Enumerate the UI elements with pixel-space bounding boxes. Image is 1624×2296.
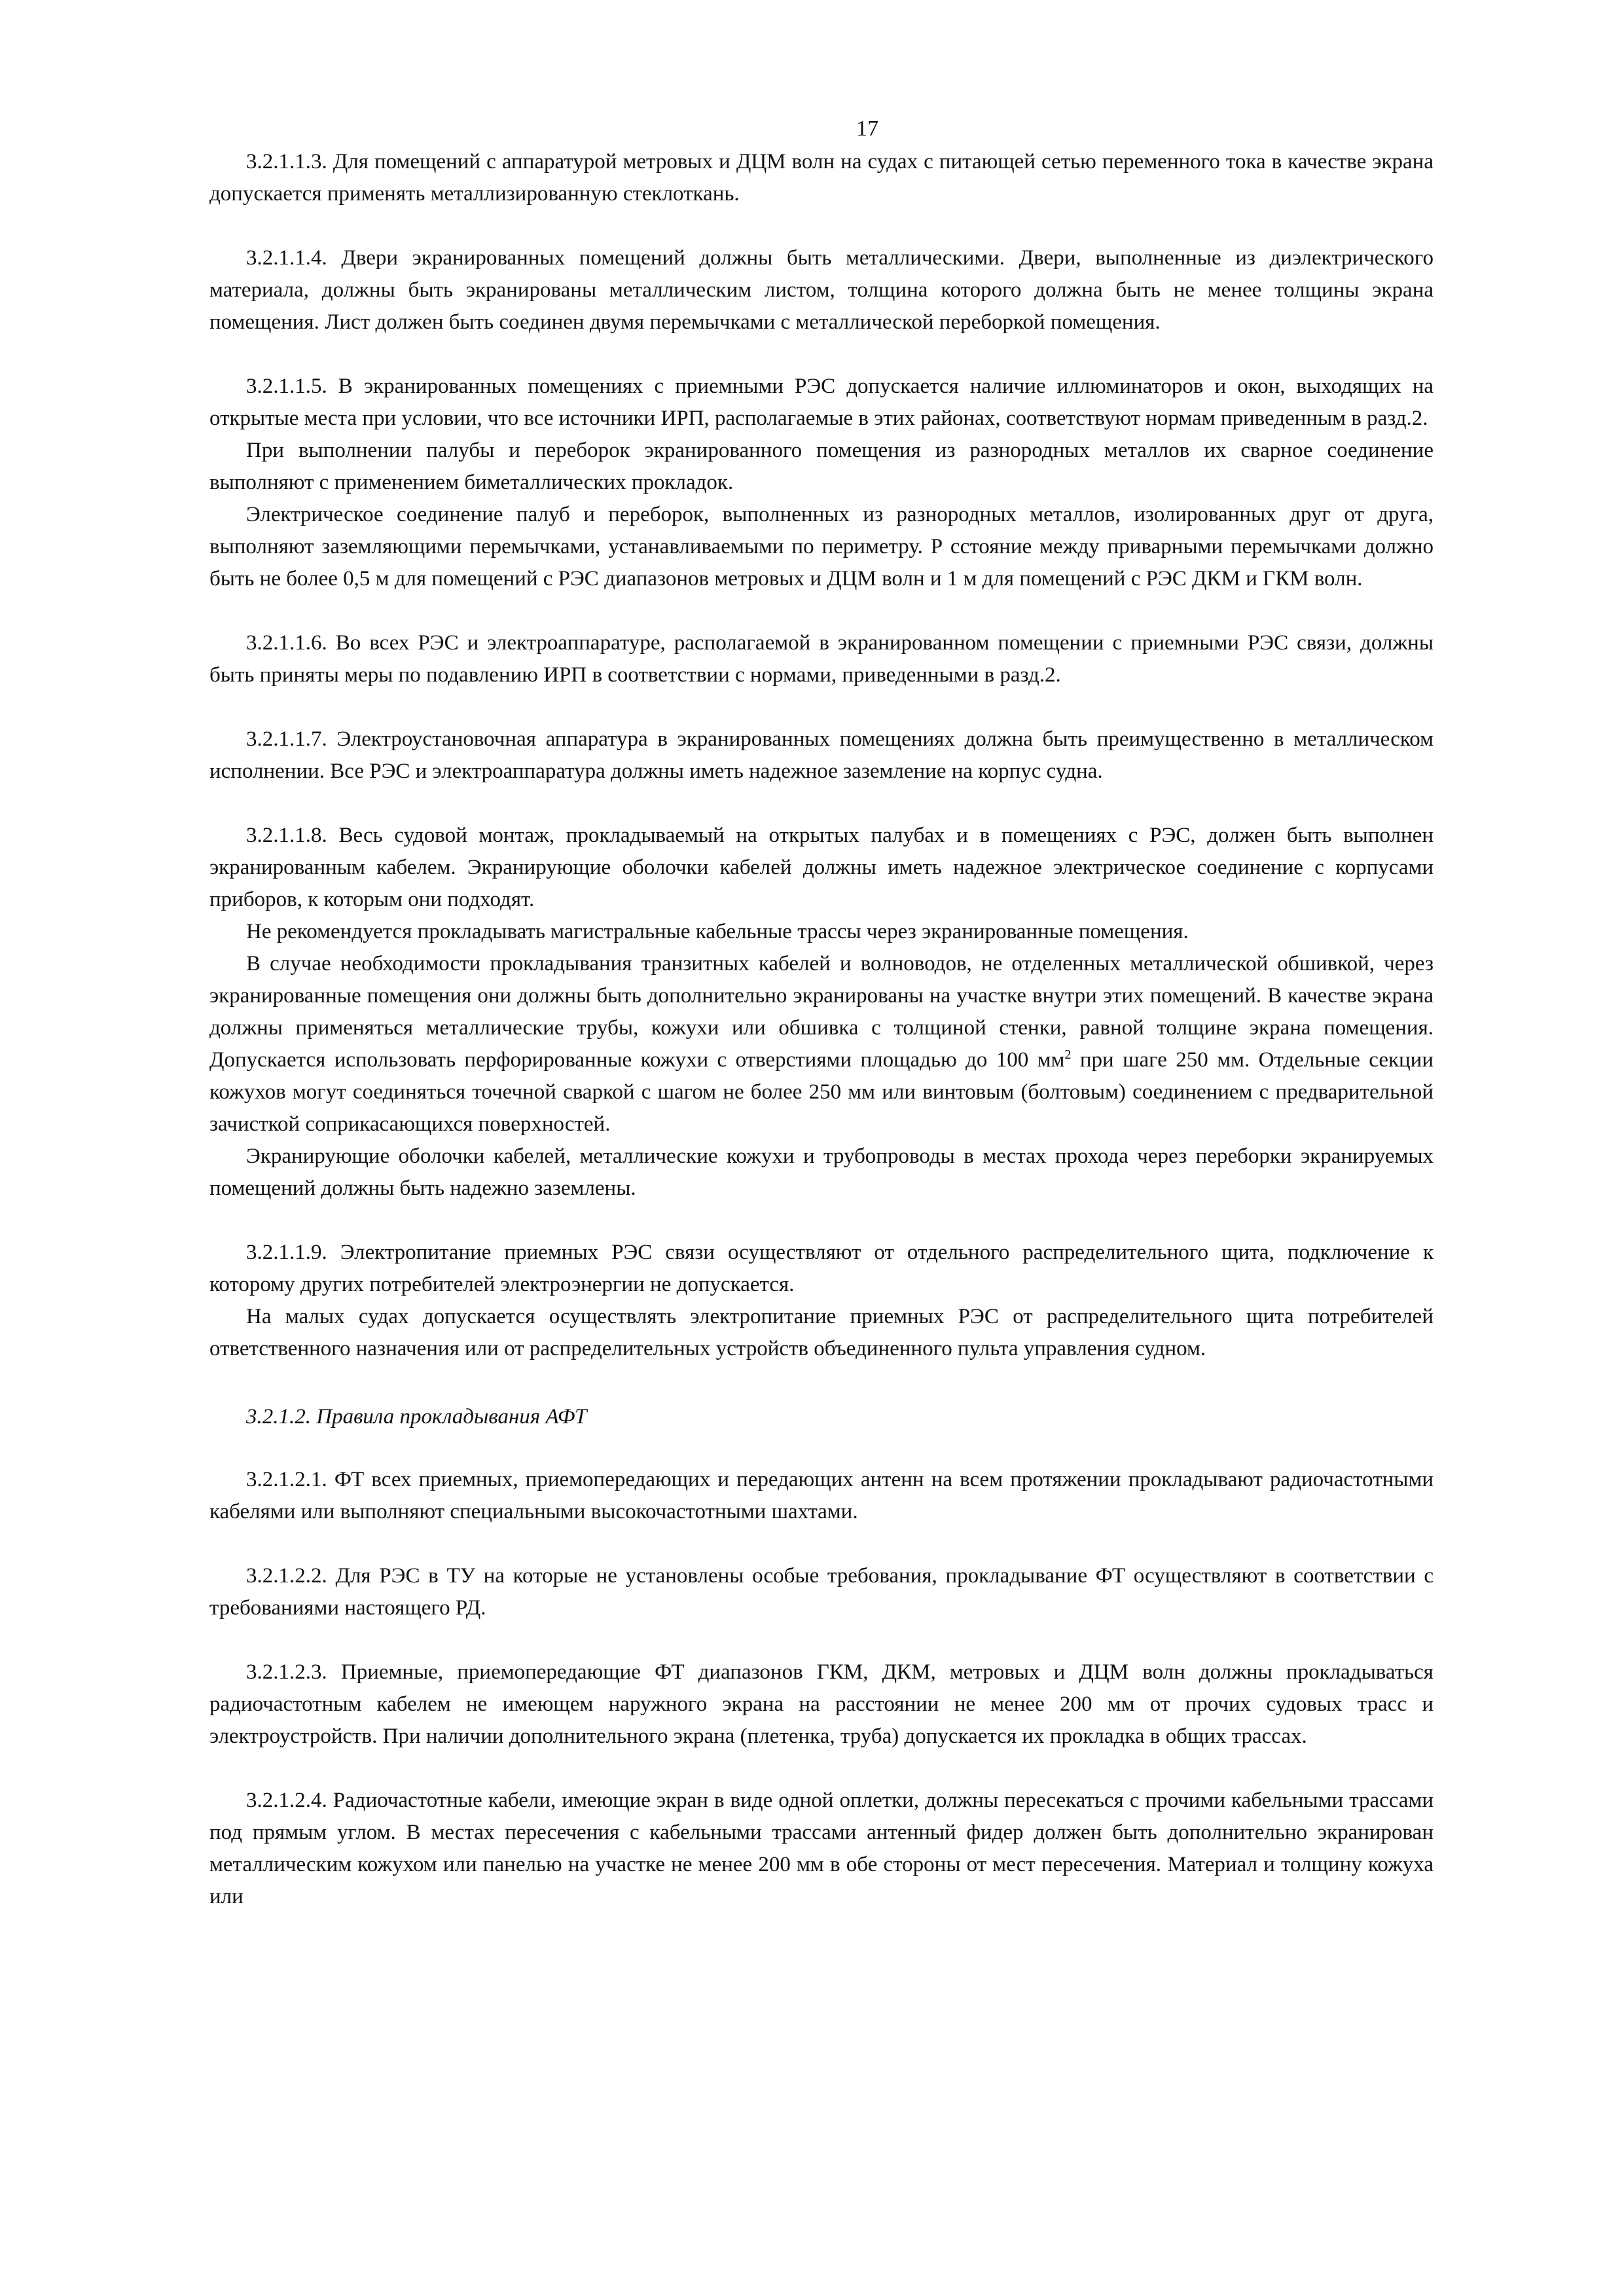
paragraph-3-2-1-2-1: 3.2.1.2.1. ФТ всех приемных, приемопередающих и передающих антенн на всем протяжении прокладывают радиочастотными кабелями или выполняют специальными высокочастотными шахтами.	[209, 1468, 1434, 1523]
transit-cables-text: В случае необходимости прокладывания транзитных кабелей и волноводов, не отделенных металлической обшивкой, через экранированные помещения они должны быть дополнительно экранированы на участке внутри этих помещений. В качестве экрана должны применяться металлические трубы, кожухи или обшивка с толщиной стенки, равной толщине экрана помещения. Допускается использовать перфорированные кожухи с отверстиями площадью до 100 мм	[209, 952, 1434, 1072]
paragraph-not-recommended: Не рекомендуется прокладывать магистральные кабельные трассы через экранированные помещения.	[246, 920, 1189, 943]
paragraph-3-2-1-2-4: 3.2.1.2.4. Радиочастотные кабели, имеющие экран в виде одной оплетки, должны пересекаться с прочими кабельными трассами под прямым углом. В местах пересечения с кабельными трассами антенный фидер должен быть дополнительно экранирован металлическим кожухом или панелью на участке не менее 200 мм в обе стороны от мест пересечения. Материал и толщину кожуха или	[209, 1789, 1434, 1908]
paragraph-3-2-1-1-6: 3.2.1.1.6. Во всех РЭС и электроаппаратуре, располагаемой в экранированном помещении с приемными РЭС связи, должны быть приняты меры по подавлению ИРП в соответствии с нормами, приведенными в разд.2.	[209, 631, 1434, 687]
paragraph-3-2-1-1-9: 3.2.1.1.9. Электропитание приемных РЭС связи осуществляют от отдельного распределительного щита, подключение к которому других потребителей электроэнергии не допускается.	[209, 1241, 1434, 1296]
paragraph-decks-welding: При выполнении палубы и переборок экранированного помещения из разнородных металлов их сварное соединение выполняют с применением биметаллических прокладок.	[209, 439, 1434, 494]
paragraph-transit-cables	[209, 948, 1434, 1140]
paragraph-electrical-connection: Электрическое соединение палуб и переборок, выполненных из разнородных металлов, изолированных друг от друга, выполняют заземляющими перемычками, устанавливаемыми по периметру. Р сстояние между приварными перемычками должно быть не более 0,5 м для помещений с РЭС диапазонов метровых и ДЦМ волн и 1 м для помещений с РЭС ДКМ и ГКМ волн.	[209, 503, 1434, 591]
paragraph-3-2-1-1-3: 3.2.1.1.3. Для помещений с аппаратурой метровых и ДЦМ волн на судах с питающей сетью переменного тока в качестве экрана допускается применять металлизированную стеклоткань.	[209, 150, 1434, 206]
paragraph-3-2-1-1-8: 3.2.1.1.8. Весь судовой монтаж, прокладываемый на открытых палубах и в помещениях с РЭС, должен быть выполнен экранированным кабелем. Экранирующие оболочки кабелей должны иметь надежное электрическое соединение с корпусами приборов, к которым они подходят.	[209, 824, 1434, 911]
paragraph-shielding-grounding: Экранирующие оболочки кабелей, металлические кожухи и трубопроводы в местах прохода через переборки экранируемых помещений должны быть надежно заземлены.	[209, 1144, 1434, 1200]
page-body	[209, 115, 1434, 1913]
paragraph-3-2-1-2-2: 3.2.1.2.2. Для РЭС в ТУ на которые не установлены особые требования, прокладывание ФТ осуществляют в соответствии с требованиями настоящего РД.	[209, 1564, 1434, 1620]
paragraph-small-vessels: На малых судах допускается осуществлять электропитание приемных РЭС от распределительного щита потребителей ответственного назначения или от распределительных устройств объединенного пульта управления судном.	[209, 1305, 1434, 1360]
paragraph-3-2-1-2-3: 3.2.1.2.3. Приемные, приемопередающие ФТ диапазонов ГКМ, ДКМ, метровых и ДЦМ волн должны прокладываться радиочастотным кабелем не имеющем наружного экрана на расстоянии не менее 200 мм от прочих судовых трасс и электроустройств. При наличии дополнительного экрана (плетенка, труба) допускается их прокладка в общих трассах.	[209, 1660, 1434, 1748]
section-heading: 3.2.1.2. Правила прокладывания АФТ	[246, 1405, 587, 1429]
paragraph-3-2-1-1-4: 3.2.1.1.4. Двери экранированных помещений должны быть металлическими. Двери, выполненные из диэлектрического материала, должны быть экранированы металлическим листом, толщина которого должна быть не менее толщины экрана помещения. Лист должен быть соединен двумя перемычками с металлической переборкой помещения.	[209, 246, 1434, 334]
superscript-square: 2	[1064, 1048, 1072, 1062]
paragraph-3-2-1-1-7: 3.2.1.1.7. Электроустановочная аппаратура в экранированных помещениях должна быть преимущественно в металлическом исполнении. Все РЭС и электроаппаратура должны иметь надежное заземление на корпус судна.	[209, 727, 1434, 783]
transit-cables-text-tail: при шаге 250 мм. Отдельные секции кожухов могут соединяться точечной сваркой с шагом не более 250 мм или винтовым (болтовым) соединением с предварительной зачисткой соприкасающихся поверхностей.	[209, 1048, 1434, 1136]
paragraph-3-2-1-1-5: 3.2.1.1.5. В экранированных помещениях с приемными РЭС допускается наличие иллюминаторов и окон, выходящих на открытые места при условии, что все источники ИРП, располагаемые в этих районах, соответствуют нормам приведенным в разд.2.	[209, 374, 1434, 430]
page-number: 17	[856, 117, 878, 141]
